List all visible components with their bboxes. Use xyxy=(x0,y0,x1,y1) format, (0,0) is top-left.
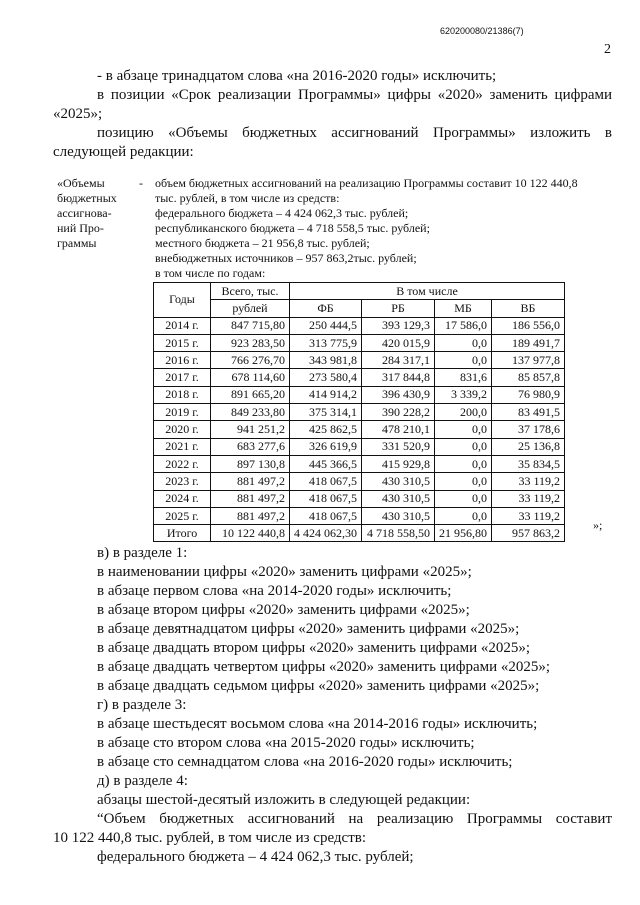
fb-cell: 250 444,5 xyxy=(290,317,362,334)
mb-cell: 0,0 xyxy=(435,334,492,351)
year-cell: 2018 г. xyxy=(154,386,211,403)
total-cell: 941 251,2 xyxy=(211,421,290,438)
total-cell: 881 497,2 xyxy=(211,490,290,507)
page-number: 2 xyxy=(604,42,611,57)
body-line-3: в абзаце первом слова «на 2014-2020 годы» исключить; xyxy=(97,583,452,599)
year-cell: 2017 г. xyxy=(154,369,211,386)
position-text-6: внебюджетных источников – 957 863,2тыс. рублей; xyxy=(155,251,417,265)
position-label-5: граммы xyxy=(57,236,97,250)
total-cell: 923 283,50 xyxy=(211,334,290,351)
budget-table xyxy=(153,282,565,542)
body-line-13: д) в разделе 4: xyxy=(97,773,188,789)
position-text-4: республиканского бюджета – 4 718 558,5 тыс. рублей; xyxy=(155,221,430,235)
table-row xyxy=(154,438,565,455)
table-row xyxy=(154,352,565,369)
position-text-2: тыс. рублей, в том числе из средств: xyxy=(155,191,340,205)
mb-cell: 0,0 xyxy=(435,352,492,369)
fb-cell: 445 366,5 xyxy=(290,455,362,472)
table-closing-quote: »; xyxy=(593,518,603,532)
vb-cell: 83 491,5 xyxy=(492,404,565,421)
paragraph-intro-5: следующей редакции: xyxy=(53,144,194,160)
position-label-1: «Объемы xyxy=(57,176,105,190)
body-line-6: в абзаце двадцать втором цифры «2020» заменить цифрами «2025»; xyxy=(97,640,531,656)
table-row xyxy=(154,334,565,351)
position-text-3: федерального бюджета – 4 424 062,3 тыс. рублей; xyxy=(155,206,409,220)
vb-cell: 25 136,8 xyxy=(492,438,565,455)
mb-cell: 0,0 xyxy=(435,490,492,507)
total-cell: 678 114,60 xyxy=(211,369,290,386)
position-dash: - xyxy=(139,176,143,190)
paragraph-intro-1: - в абзаце тринадцатом слова «на 2016-2020 годы» исключить; xyxy=(97,68,497,84)
fb-cell: 418 067,5 xyxy=(290,490,362,507)
position-label-2: бюджетных xyxy=(57,191,117,205)
rb-cell: 284 317,1 xyxy=(362,352,435,369)
header-rb: РБ xyxy=(362,300,435,317)
year-cell: 2023 г. xyxy=(154,473,211,490)
body-line-17: федерального бюджета – 4 424 062,3 тыс. рублей; xyxy=(97,849,414,865)
body-line-5: в абзаце девятнадцатом цифры «2020» заменить цифрами «2025»; xyxy=(97,621,520,637)
body-line-16: 10 122 440,8 тыс. рублей, в том числе из средств: xyxy=(53,830,367,846)
vb-cell: 957 863,2 xyxy=(492,525,565,542)
rb-cell: 430 310,5 xyxy=(362,490,435,507)
table-row xyxy=(154,455,565,472)
table-row xyxy=(154,421,565,438)
rb-cell: 415 929,8 xyxy=(362,455,435,472)
year-cell: 2021 г. xyxy=(154,438,211,455)
total-cell: 881 497,2 xyxy=(211,473,290,490)
document-id: 620200080/21386(7) xyxy=(440,26,524,36)
position-label-3: ассигнова- xyxy=(57,206,112,220)
table-row xyxy=(154,473,565,490)
fb-cell: 313 775,9 xyxy=(290,334,362,351)
year-cell: 2015 г. xyxy=(154,334,211,351)
fb-cell: 425 862,5 xyxy=(290,421,362,438)
year-cell: 2025 г. xyxy=(154,507,211,524)
total-cell: 766 276,70 xyxy=(211,352,290,369)
total-cell: 881 497,2 xyxy=(211,507,290,524)
vb-cell: 33 119,2 xyxy=(492,490,565,507)
table-row xyxy=(154,404,565,421)
rb-cell: 390 228,2 xyxy=(362,404,435,421)
table-row xyxy=(154,507,565,524)
mb-cell: 21 956,80 xyxy=(435,525,492,542)
mb-cell: 0,0 xyxy=(435,507,492,524)
header-including: В том числе xyxy=(290,283,565,300)
paragraph-intro-3: «2025»; xyxy=(53,106,103,122)
mb-cell: 200,0 xyxy=(435,404,492,421)
mb-cell: 0,0 xyxy=(435,438,492,455)
year-cell: 2024 г. xyxy=(154,490,211,507)
body-line-10: в абзаце шестьдесят восьмом слова «на 2014-2016 годы» исключить; xyxy=(97,716,538,732)
rb-cell: 317 844,8 xyxy=(362,369,435,386)
year-cell: Итого xyxy=(154,525,211,542)
table-row xyxy=(154,490,565,507)
vb-cell: 33 119,2 xyxy=(492,507,565,524)
year-cell: 2016 г. xyxy=(154,352,211,369)
mb-cell: 0,0 xyxy=(435,421,492,438)
body-line-4: в абзаце втором цифры «2020» заменить цифрами «2025»; xyxy=(97,602,470,618)
body-line-7: в абзаце двадцать четвертом цифры «2020» заменить цифрами «2025»; xyxy=(97,659,551,675)
rb-cell: 430 310,5 xyxy=(362,507,435,524)
table-row xyxy=(154,386,565,403)
mb-cell: 3 339,2 xyxy=(435,386,492,403)
rb-cell: 420 015,9 xyxy=(362,334,435,351)
header-fb: ФБ xyxy=(290,300,362,317)
fb-cell: 375 314,1 xyxy=(290,404,362,421)
fb-cell: 418 067,5 xyxy=(290,473,362,490)
vb-cell: 76 980,9 xyxy=(492,386,565,403)
rb-cell: 396 430,9 xyxy=(362,386,435,403)
table-row xyxy=(154,317,565,334)
total-cell: 10 122 440,8 xyxy=(211,525,290,542)
body-line-11: в абзаце сто втором слова «на 2015-2020 годы» исключить; xyxy=(97,735,475,751)
mb-cell: 0,0 xyxy=(435,473,492,490)
body-line-2: в наименовании цифры «2020» заменить цифрами «2025»; xyxy=(97,564,472,580)
body-line-15: “Объем бюджетных ассигнований на реализацию Программы составит xyxy=(97,811,612,827)
header-total-unit: рублей xyxy=(211,300,290,317)
total-cell: 897 130,8 xyxy=(211,455,290,472)
body-line-8: в абзаце двадцать седьмом цифры «2020» заменить цифрами «2025»; xyxy=(97,678,540,694)
year-cell: 2019 г. xyxy=(154,404,211,421)
year-cell: 2014 г. xyxy=(154,317,211,334)
fb-cell: 4 424 062,30 xyxy=(290,525,362,542)
header-year: Годы xyxy=(154,283,211,318)
vb-cell: 33 119,2 xyxy=(492,473,565,490)
rb-cell: 430 310,5 xyxy=(362,473,435,490)
header-mb: МБ xyxy=(435,300,492,317)
fb-cell: 326 619,9 xyxy=(290,438,362,455)
vb-cell: 186 556,0 xyxy=(492,317,565,334)
total-cell: 891 665,20 xyxy=(211,386,290,403)
vb-cell: 35 834,5 xyxy=(492,455,565,472)
vb-cell: 137 977,8 xyxy=(492,352,565,369)
paragraph-intro-4: позицию «Объемы бюджетных ассигнований Программы» изложить в xyxy=(97,125,612,141)
fb-cell: 414 914,2 xyxy=(290,386,362,403)
rb-cell: 331 520,9 xyxy=(362,438,435,455)
vb-cell: 37 178,6 xyxy=(492,421,565,438)
position-text-7: в том числе по годам: xyxy=(155,266,266,280)
vb-cell: 189 491,7 xyxy=(492,334,565,351)
body-line-1: в) в разделе 1: xyxy=(97,545,188,561)
header-total: Всего, тыс. xyxy=(211,283,290,300)
table-row xyxy=(154,369,565,386)
fb-cell: 418 067,5 xyxy=(290,507,362,524)
paragraph-intro-2: в позиции «Срок реализации Программы» цифры «2020» заменить цифрами xyxy=(97,87,612,103)
fb-cell: 343 981,8 xyxy=(290,352,362,369)
mb-cell: 0,0 xyxy=(435,455,492,472)
total-cell: 847 715,80 xyxy=(211,317,290,334)
fb-cell: 273 580,4 xyxy=(290,369,362,386)
rb-cell: 4 718 558,50 xyxy=(362,525,435,542)
total-cell: 683 277,6 xyxy=(211,438,290,455)
vb-cell: 85 857,8 xyxy=(492,369,565,386)
year-cell: 2020 г. xyxy=(154,421,211,438)
mb-cell: 831,6 xyxy=(435,369,492,386)
total-cell: 849 233,80 xyxy=(211,404,290,421)
position-text-5: местного бюджета – 21 956,8 тыс. рублей; xyxy=(155,236,370,250)
position-text-1: объем бюджетных ассигнований на реализацию Программы составит 10 122 440,8 xyxy=(155,176,578,190)
rb-cell: 478 210,1 xyxy=(362,421,435,438)
body-line-14: абзацы шестой-десятый изложить в следующей редакции: xyxy=(97,792,471,808)
mb-cell: 17 586,0 xyxy=(435,317,492,334)
rb-cell: 393 129,3 xyxy=(362,317,435,334)
header-vb: ВБ xyxy=(492,300,565,317)
table-row-total xyxy=(154,525,565,542)
body-line-9: г) в разделе 3: xyxy=(97,697,187,713)
position-label-4: ний Про- xyxy=(57,221,104,235)
body-line-12: в абзаце сто семнадцатом слова «на 2016-2020 годы» исключить; xyxy=(97,754,513,770)
year-cell: 2022 г. xyxy=(154,455,211,472)
